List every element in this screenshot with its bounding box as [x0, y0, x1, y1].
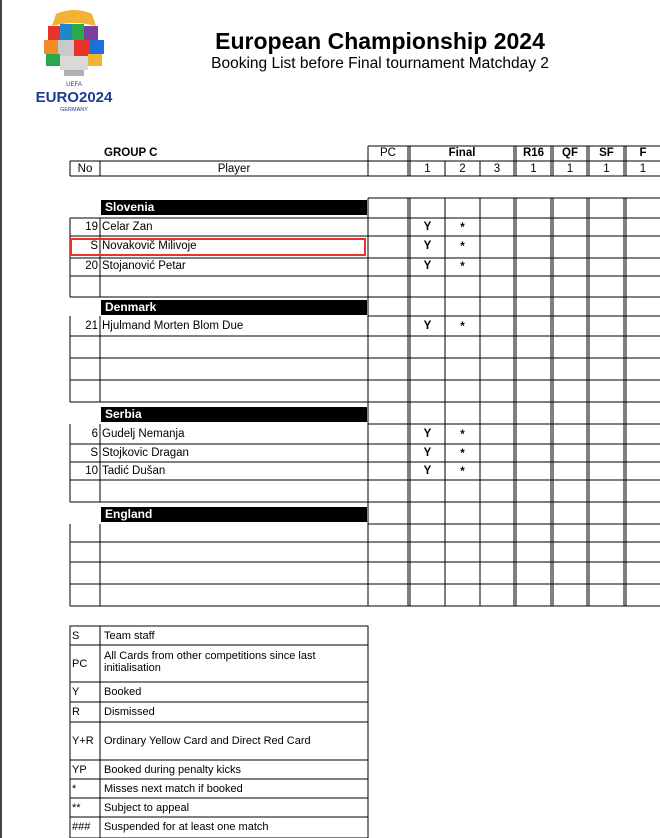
player-no: S — [90, 240, 98, 252]
booking-mark-m2: * — [460, 448, 465, 460]
qf-sub: 1 — [566, 163, 574, 175]
player-name: Gudelj Nemanja — [102, 428, 185, 440]
player-name: Tadić Dušan — [102, 465, 166, 477]
col-header-f: F — [639, 147, 647, 159]
booking-mark-m1: Y — [423, 240, 432, 252]
r16-sub: 1 — [530, 163, 537, 175]
booking-mark-m1: Y — [423, 428, 432, 440]
booking-mark-m1: Y — [423, 260, 432, 272]
booking-mark-m2: * — [460, 261, 465, 273]
team-header-denmark: Denmark — [101, 300, 367, 315]
booking-mark-m2: * — [460, 321, 465, 333]
player-name: Hjulmand Morten Blom Due — [102, 320, 244, 332]
team-header-slovenia: Slovenia — [101, 200, 367, 215]
player-no: 10 — [85, 465, 98, 477]
booking-mark-m2: * — [460, 466, 465, 478]
booking-mark-m2: * — [460, 429, 465, 441]
col-header-sf: SF — [599, 147, 614, 159]
col-header-qf: QF — [562, 147, 578, 159]
legend-code: * — [72, 783, 77, 795]
svg-text:EURO2024: EURO2024 — [35, 89, 113, 106]
legend-code: PC — [72, 658, 88, 670]
final-sub-3: 3 — [493, 163, 501, 175]
team-header-england: England — [101, 507, 367, 522]
player-no: 6 — [91, 428, 98, 440]
f-sub: 1 — [639, 163, 647, 175]
col-header-r16: R16 — [522, 147, 545, 159]
player-name: Novakovič Milivoje — [102, 240, 197, 252]
svg-text:GERMANY: GERMANY — [60, 107, 88, 113]
legend-text: Team staff — [104, 630, 155, 642]
highlight-box — [70, 238, 366, 256]
booking-mark-m1: Y — [423, 447, 432, 459]
player-name: Celar Zan — [102, 221, 153, 233]
col-header-no: No — [77, 163, 93, 175]
final-sub-2: 2 — [459, 163, 466, 175]
player-no: S — [90, 447, 98, 459]
team-header-serbia: Serbia — [101, 407, 367, 422]
final-sub-1: 1 — [424, 163, 431, 175]
legend-text: Subject to appeal — [104, 802, 190, 814]
sf-sub: 1 — [603, 163, 610, 175]
player-no: 21 — [85, 320, 98, 332]
legend-text: Booked during penalty kicks — [104, 764, 241, 776]
legend-text: All Cards from other competitions since last initialisation — [104, 650, 316, 674]
legend-text: Booked — [104, 686, 142, 698]
player-name: Stojkovic Dragan — [102, 447, 189, 459]
booking-mark-m1: Y — [423, 320, 432, 332]
legend-text: Ordinary Yellow Card and Direct Red Card — [104, 735, 311, 747]
col-header-final: Final — [448, 147, 476, 159]
player-no: 20 — [85, 260, 98, 272]
player-name: Stojanović Petar — [102, 260, 186, 272]
booking-mark-m1: Y — [423, 465, 432, 477]
svg-text:UEFA: UEFA — [66, 82, 82, 88]
legend-code: Y — [72, 686, 80, 698]
legend-code: YP — [72, 764, 87, 776]
legend-code: R — [72, 706, 80, 718]
page-title: European Championship 2024 — [215, 28, 545, 54]
page-subtitle: Booking List before Final tournament Matchday 2 — [211, 55, 549, 72]
player-no: 19 — [85, 221, 98, 233]
legend-text: Misses next match if booked — [104, 783, 243, 795]
legend-text: Dismissed — [104, 706, 155, 718]
legend-text: Suspended for at least one match — [104, 821, 269, 833]
legend-code: ** — [72, 802, 81, 814]
booking-mark-m1: Y — [423, 221, 432, 233]
legend-code: ### — [72, 821, 91, 833]
col-header-player: Player — [217, 163, 251, 175]
booking-mark-m2: * — [460, 222, 465, 234]
group-label: GROUP C — [104, 147, 158, 159]
legend-code: S — [72, 630, 80, 642]
col-header-pc: PC — [380, 147, 396, 159]
booking-mark-m2: * — [460, 241, 465, 253]
legend-code: Y+R — [72, 735, 94, 747]
